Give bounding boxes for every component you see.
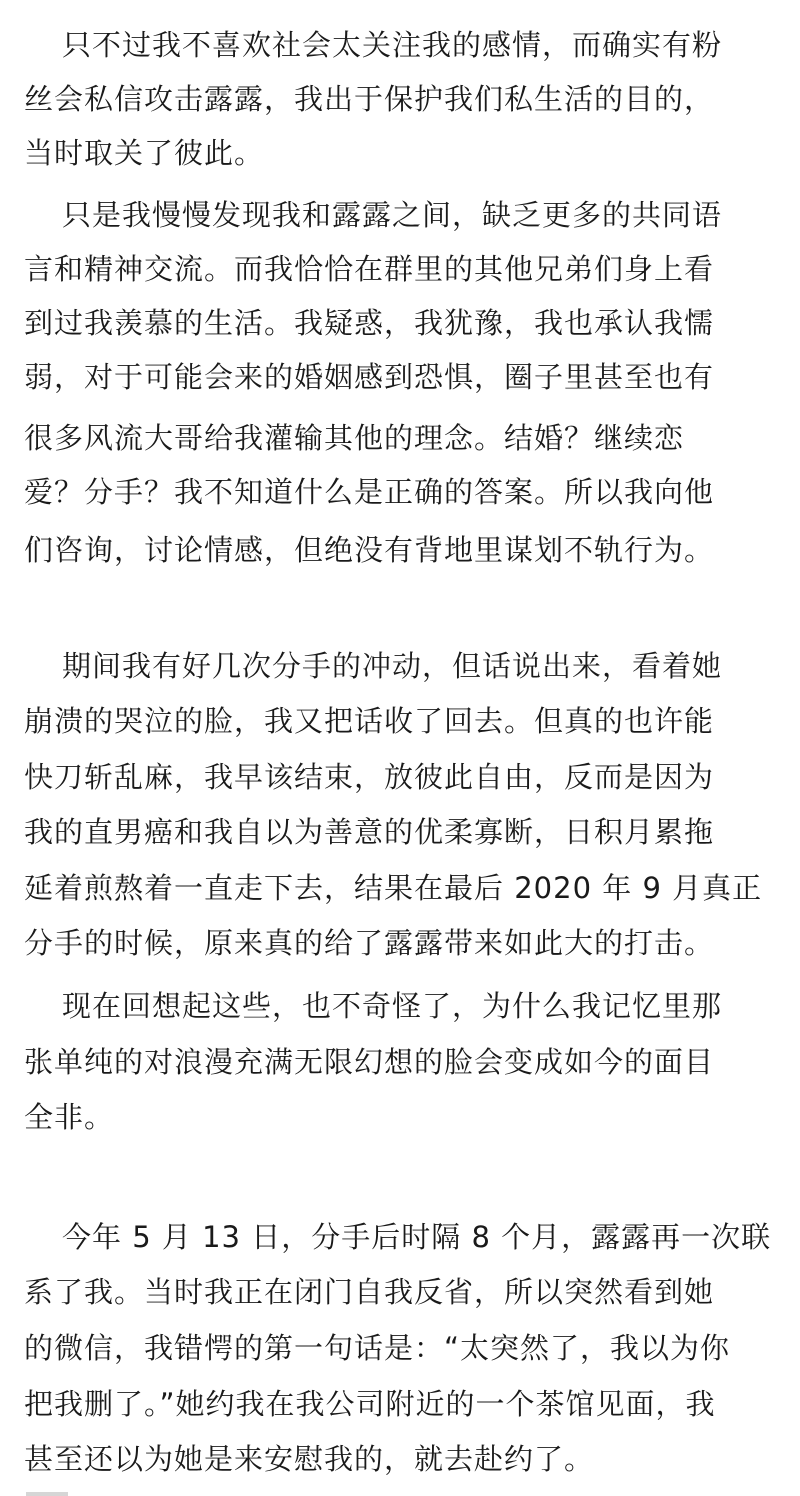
paragraph-5-line-2: 系了我。当时我正在闭门自我反省，所以突然看到她 bbox=[24, 1275, 715, 1309]
paragraph-1-line-1: 只不过我不喜欢社会太关注我的感情，而确实有粉 bbox=[62, 28, 723, 62]
paragraph-1-line-3: 当时取关了彼此。 bbox=[24, 136, 265, 170]
paragraph-2-line-5: 很多风流大哥给我灌输其他的理念。结婚？继续恋 bbox=[24, 421, 685, 455]
paragraph-5-line-1: 今年 5 月 13 日，分手后时隔 8 个月，露露再一次联 bbox=[62, 1220, 772, 1254]
paragraph-2-line-4: 弱，对于可能会来的婚姻感到恐惧，圈子里甚至也有 bbox=[24, 360, 715, 394]
bottom-edge-bar bbox=[26, 1492, 68, 1496]
paragraph-2-line-7: 们咨询，讨论情感，但绝没有背地里谋划不轨行为。 bbox=[24, 533, 715, 567]
paragraph-3-line-6: 分手的时候，原来真的给了露露带来如此大的打击。 bbox=[24, 926, 715, 960]
paragraph-4-line-3: 全非。 bbox=[24, 1100, 115, 1134]
paragraph-4-line-2: 张单纯的对浪漫充满无限幻想的脸会变成如今的面目 bbox=[24, 1045, 715, 1079]
paragraph-2-line-2: 言和精神交流。而我恰恰在群里的其他兄弟们身上看 bbox=[24, 252, 715, 286]
paragraph-2-line-1: 只是我慢慢发现我和露露之间，缺乏更多的共同语 bbox=[62, 198, 723, 232]
paragraph-3-line-2: 崩溃的哭泣的脸，我又把话收了回去。但真的也许能 bbox=[24, 704, 715, 738]
paragraph-3-line-4: 我的直男癌和我自以为善意的优柔寡断，日积月累拖 bbox=[24, 815, 715, 849]
paragraph-1-line-2: 丝会私信攻击露露，我出于保护我们私生活的目的， bbox=[24, 82, 715, 116]
paragraph-4-line-1: 现在回想起这些，也不奇怪了，为什么我记忆里那 bbox=[62, 989, 723, 1023]
paragraph-2-line-3: 到过我羡慕的生活。我疑惑，我犹豫，我也承认我懦 bbox=[24, 306, 715, 340]
paragraph-5-line-3: 的微信，我错愕的第一句话是：“太突然了，我以为你 bbox=[24, 1331, 731, 1365]
paragraph-5-line-4: 把我删了。”她约我在我公司附近的一个茶馆见面，我 bbox=[24, 1387, 716, 1421]
paragraph-5-line-5: 甚至还以为她是来安慰我的，就去赴约了。 bbox=[24, 1442, 595, 1476]
paragraph-3-line-1: 期间我有好几次分手的冲动，但话说出来，看着她 bbox=[62, 649, 723, 683]
paragraph-3-line-3: 快刀斩乱麻，我早该结束，放彼此自由，反而是因为 bbox=[24, 760, 715, 794]
paragraph-3-line-5: 延着煎熬着一直走下去，结果在最后 2020 年 9 月真正 bbox=[24, 871, 763, 905]
paragraph-2-line-6: 爱？分手？我不知道什么是正确的答案。所以我向他 bbox=[24, 475, 715, 509]
